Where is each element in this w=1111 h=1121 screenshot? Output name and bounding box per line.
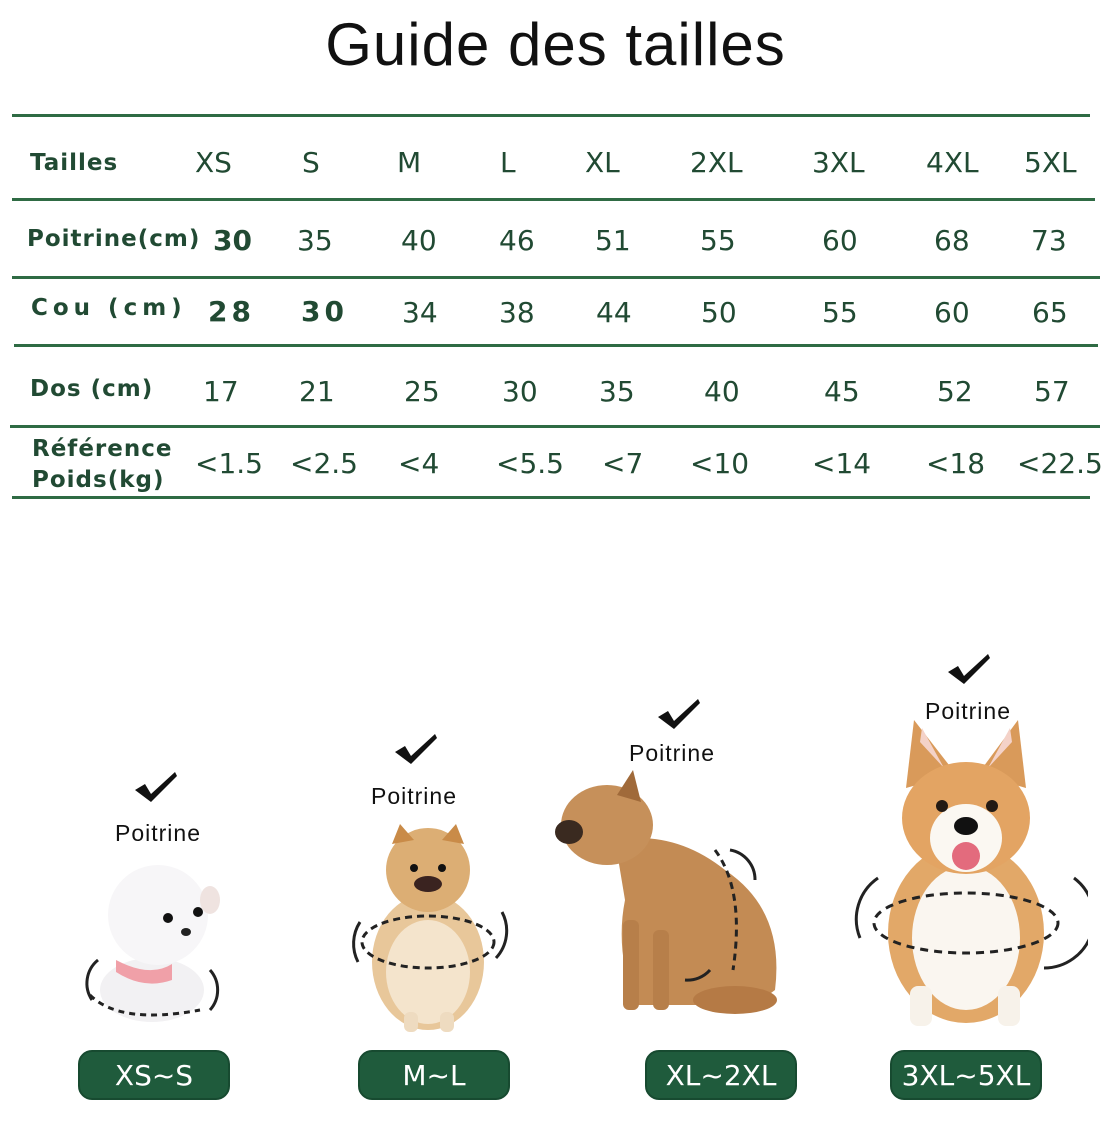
size-header: L bbox=[500, 146, 516, 179]
table-rule-1 bbox=[12, 198, 1095, 201]
check-icon bbox=[946, 652, 992, 693]
size-header: 4XL bbox=[926, 146, 979, 179]
table-cell: <2.5 bbox=[290, 447, 358, 480]
table-rule-bottom bbox=[12, 496, 1090, 499]
table-cell: 60 bbox=[934, 296, 970, 329]
size-badge-3xl-5xl: 3XL~5XL bbox=[890, 1050, 1042, 1100]
row-label-dos: Dos (cm) bbox=[30, 376, 154, 402]
table-cell: 30 bbox=[301, 295, 348, 328]
table-cell: 30 bbox=[213, 224, 252, 257]
table-rule-4 bbox=[10, 425, 1100, 428]
size-header: S bbox=[302, 146, 320, 179]
table-cell: 44 bbox=[596, 296, 632, 329]
size-header: 5XL bbox=[1024, 146, 1077, 179]
corgi-image bbox=[848, 718, 1088, 1038]
white-pomeranian-puppy-image bbox=[80, 860, 230, 1035]
table-rule-2 bbox=[12, 276, 1100, 279]
size-badge-xs-s: XS~S bbox=[78, 1050, 230, 1100]
table-cell: 73 bbox=[1031, 224, 1067, 257]
size-header: XS bbox=[195, 146, 232, 179]
row-label-poids bbox=[32, 434, 172, 496]
table-cell: 50 bbox=[701, 296, 737, 329]
table-cell: 35 bbox=[599, 375, 635, 408]
table-cell: 55 bbox=[822, 296, 858, 329]
table-rule-3 bbox=[14, 344, 1098, 347]
check-icon bbox=[656, 697, 702, 738]
page-title: Guide des tailles bbox=[325, 11, 786, 78]
size-header: M bbox=[397, 146, 422, 179]
table-cell: <1.5 bbox=[195, 447, 263, 480]
table-cell: <18 bbox=[926, 447, 986, 480]
pomeranian-image bbox=[340, 822, 520, 1042]
check-icon bbox=[133, 770, 179, 811]
row-label-line: Poids(kg) bbox=[32, 467, 165, 493]
table-cell: 28 bbox=[208, 295, 255, 328]
size-header: 2XL bbox=[690, 146, 743, 179]
size-header: 3XL bbox=[812, 146, 865, 179]
french-bulldog-image bbox=[555, 770, 800, 1035]
table-cell: 45 bbox=[824, 375, 860, 408]
table-cell: <7 bbox=[602, 447, 644, 480]
table-cell: 46 bbox=[499, 224, 535, 257]
table-cell: 38 bbox=[499, 296, 535, 329]
check-icon bbox=[393, 732, 439, 773]
table-cell: 34 bbox=[402, 296, 438, 329]
row-label-poitrine: Poitrine(cm) bbox=[27, 226, 201, 252]
table-cell: <10 bbox=[690, 447, 750, 480]
table-cell: 57 bbox=[1034, 375, 1070, 408]
table-cell: <14 bbox=[812, 447, 872, 480]
table-cell: <5.5 bbox=[496, 447, 564, 480]
poitrine-caption: Poitrine bbox=[115, 820, 201, 846]
table-cell: 68 bbox=[934, 224, 970, 257]
table-cell: <22.5 bbox=[1017, 447, 1103, 480]
table-cell: <4 bbox=[398, 447, 440, 480]
table-cell: 25 bbox=[404, 375, 440, 408]
poitrine-caption: Poitrine bbox=[371, 783, 457, 809]
table-cell: 35 bbox=[297, 224, 333, 257]
table-cell: 40 bbox=[704, 375, 740, 408]
table-cell: 17 bbox=[203, 375, 239, 408]
table-cell: 21 bbox=[299, 375, 335, 408]
table-cell: 55 bbox=[700, 224, 736, 257]
size-badge-m-l: M~L bbox=[358, 1050, 510, 1100]
header-label: Tailles bbox=[30, 150, 119, 176]
poitrine-caption: Poitrine bbox=[629, 740, 715, 766]
table-cell: 60 bbox=[822, 224, 858, 257]
table-cell: 65 bbox=[1032, 296, 1068, 329]
table-cell: 51 bbox=[595, 224, 631, 257]
table-rule-top bbox=[12, 114, 1090, 117]
row-label-cou: Cou (cm) bbox=[31, 295, 187, 321]
poitrine-caption: Poitrine bbox=[925, 698, 1011, 724]
table-cell: 40 bbox=[401, 224, 437, 257]
size-header: XL bbox=[585, 146, 620, 179]
row-label-line: Référence bbox=[32, 436, 173, 462]
table-cell: 30 bbox=[502, 375, 538, 408]
size-badge-xl-2xl: XL~2XL bbox=[645, 1050, 797, 1100]
table-cell: 52 bbox=[937, 375, 973, 408]
